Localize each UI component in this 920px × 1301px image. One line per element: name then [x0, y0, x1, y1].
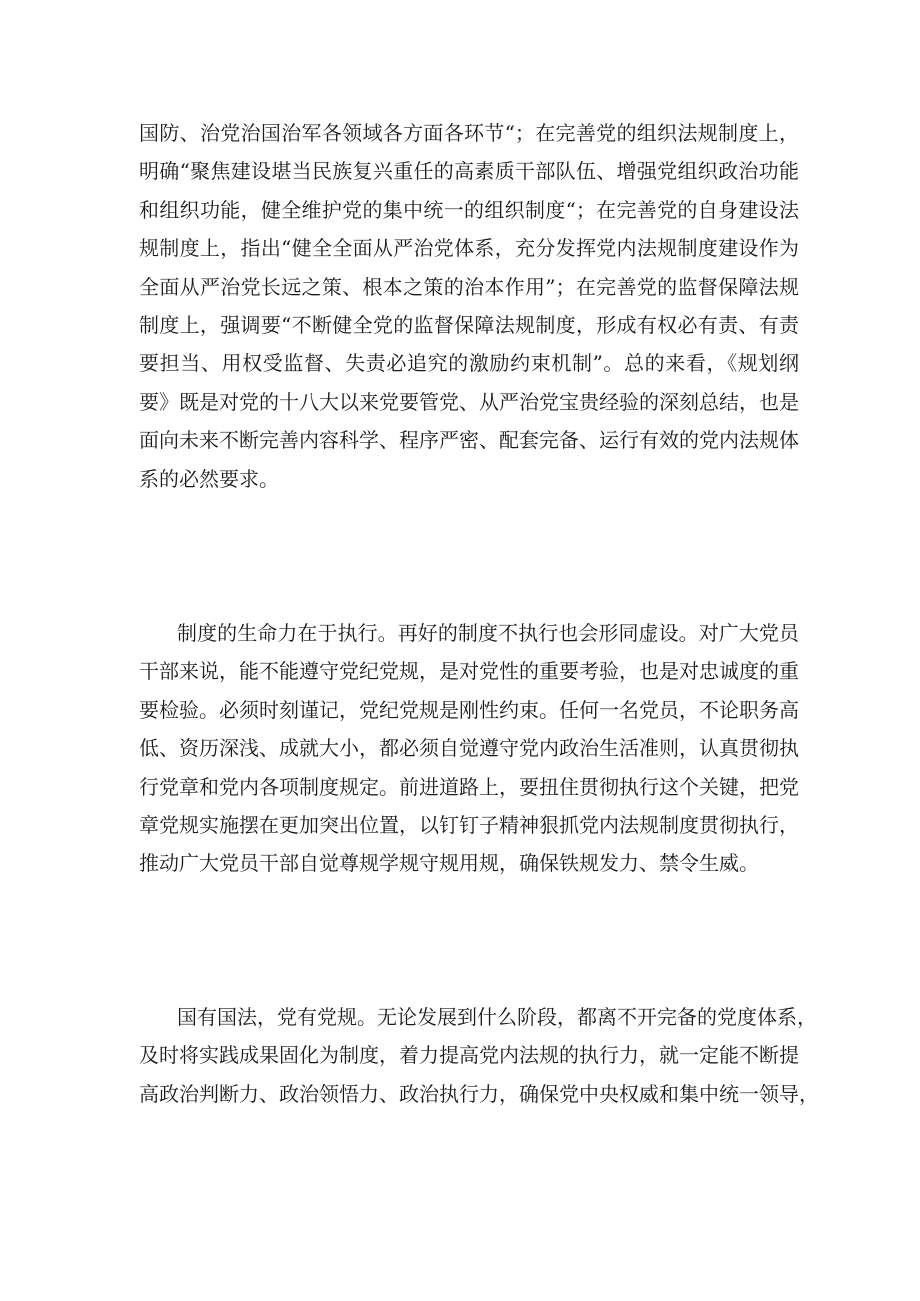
paragraph-line: 要检验。必须时刻谨记，党纪党规是刚性约束。任何一名党员，不论职务高 — [139, 697, 799, 722]
paragraph-line: 行党章和党内各项制度规定。前进道路上，要扭住贯彻执行这个关键，把党 — [139, 774, 799, 799]
paragraph-line: 国防、治党治国治军各领域各方面各环节“；在完善党的组织法规制度上， — [139, 121, 799, 145]
paragraph-line: 干部来说，能不能遵守党纪党规，是对党性的重要考验，也是对忠诚度的重 — [139, 659, 799, 684]
paragraph-line: 要担当、用权受监督、失责必追究的激励约束机制”。总的来看，《规划纲 — [139, 351, 799, 376]
paragraph-line: 章党规实施摆在更加突出位置，以钉钉子精神狠抓党内法规制度贯彻执行， — [139, 812, 799, 837]
paragraph-line: 及时将实践成果固化为制度，着力提高党内法规的执行力，就一定能不断提 — [139, 1043, 799, 1068]
paragraph-1 — [139, 114, 799, 498]
paragraph-line: 国有国法，党有党规。无论发展到什么阶段，都离不开完备的党度体系， — [177, 1005, 817, 1029]
paragraph-line: 全面从严治党长远之策、根本之策的治本作用”；在完善党的监督保障法规 — [139, 274, 799, 299]
paragraph-line: 要》既是对党的十八大以来党要管党、从严治党宝贵经验的深刻总结，也是 — [139, 389, 799, 414]
paragraph-line: 规制度上，指出“健全全面从严治党体系，充分发挥党内法规制度建设作为 — [139, 236, 799, 261]
paragraph-line: 低、资历深浅、成就大小，都必须自觉遵守党内政治生活准则，认真贯彻执 — [139, 736, 799, 761]
paragraph-line: 面向未来不断完善内容科学、程序严密、配套完备、运行有效的党内法规体 — [139, 428, 799, 453]
paragraph-2 — [139, 614, 799, 883]
paragraph-line: 和组织功能，健全维护党的集中统一的组织制度“；在完善党的自身建设法 — [139, 197, 799, 222]
paragraph-line: 系的必然要求。 — [139, 466, 279, 491]
paragraph-line: 推动广大党员干部自觉尊规学规守规用规，确保铁规发力、禁令生威。 — [139, 851, 759, 876]
paragraph-line: 制度的生命力在于执行。再好的制度不执行也会形同虚设。对广大党员 — [177, 621, 799, 645]
paragraph-3 — [139, 998, 819, 1113]
paragraph-line: 制度上，强调要“不断健全党的监督保障法规制度，形成有权必有责、有责 — [139, 312, 799, 337]
paragraph-line: 明确“聚焦建设堪当民族复兴重任的高素质干部队伍、增强党组织政治功能 — [139, 159, 799, 184]
paragraph-line: 高政治判断力、政治领悟力、政治执行力，确保党中央权威和集中统一领导， — [139, 1081, 819, 1106]
